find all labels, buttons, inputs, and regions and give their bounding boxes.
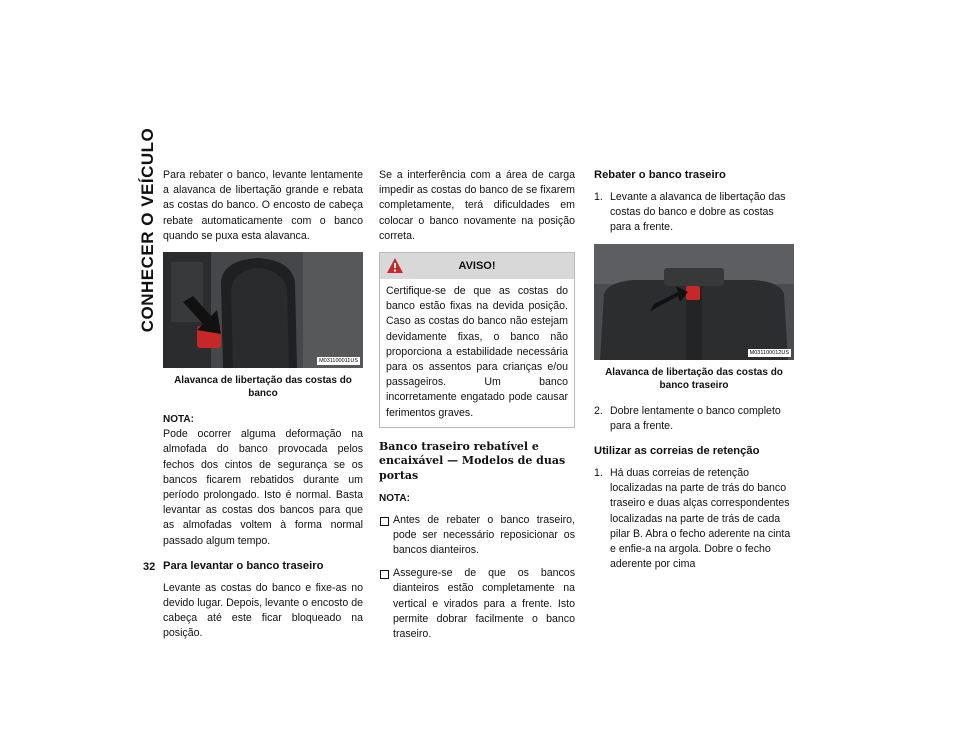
section-body: Levante as costas do banco e fixe-as no devido lugar. Depois, levante o encosto de cabeça até este ficar bloqueado na posição. (163, 581, 363, 640)
page-number: 32 (143, 561, 156, 573)
rear-seat-release-figure (594, 244, 794, 360)
section-heading: Utilizar as correias de retenção (594, 445, 760, 458)
warning-text: Certifique-se de que as costas do banco estão fixas na devida posição. Caso as costas do banco não estejam devidamente fixas, o banco não proporciona a estabilidade necessária para os assentos para crianças e/ou passageiros. Um banco incorretamente engatado pode causar ferimentos graves. (386, 285, 568, 419)
seatback-release-figure (163, 252, 363, 368)
step-item (594, 466, 794, 572)
step-number: 1. (594, 191, 603, 203)
section-heading: Para levantar o banco traseiro (163, 559, 324, 572)
seatback-photo (163, 252, 363, 368)
warning-header (380, 253, 574, 279)
step-text: Dobre lentamente o banco completo para a frente. (610, 404, 781, 432)
rear-seat-photo (594, 244, 794, 360)
section-heading: Rebater o banco traseiro (594, 169, 726, 181)
chapter-side-tab (137, 127, 159, 333)
intro-paragraph: Para rebater o banco, levante lentamente a alavanca de libertação grande e rebata as costas do banco. O encosto de cabeça rebate automaticamente com o banco quando se puxa esta alavanca. (163, 169, 363, 242)
figure-caption: Alavanca de libertação das costas do banco (174, 375, 352, 400)
step-text: Há duas correias de retenção localizadas na parte de trás do banco traseiro e duas alças correspondentes localizadas na parte de trás de cada pilar B. Abra o fecho aderente na cinta e enfie-a na argola. Dobre o fecho aderente por cima (610, 467, 791, 571)
checkbox-bullet-icon (380, 517, 389, 526)
warning-triangle-icon (386, 257, 404, 274)
intro-paragraph: Se a interferência com a área de carga impedir as costas do banco de se fixarem completamente, terá dificuldades em colocar o banco novamente na posição correta. (379, 169, 575, 242)
step-number: 2. (594, 404, 603, 417)
column-3 (594, 168, 794, 580)
warning-box (379, 252, 575, 428)
note-label: NOTA: (163, 414, 194, 426)
list-item: Antes de rebater o banco traseiro, pode ser necessário reposicionar os bancos dianteiros. (379, 513, 575, 559)
column-2 (379, 168, 575, 650)
figure-caption: Alavanca de libertação das costas do banco traseiro (605, 366, 783, 391)
figure-code: M031100011US (319, 358, 358, 365)
step-text: Levante a alavanca de libertação das costas do banco e dobre as costas para a frente. (610, 191, 786, 234)
step-item (594, 404, 794, 434)
note-text: Pode ocorrer alguma deformação na almofada do banco provocada pelos fechos dos cintos de segurança se os bancos ficarem rebatidos durante um período prolongado. Isto é normal. Basta levantar as costas dos bancos para que as almofadas voltem à forma normal passado algum tempo. (163, 428, 363, 547)
chapter-title: CONHECER O VEÍCULO (138, 127, 157, 333)
note-label: NOTA: (379, 493, 410, 505)
section-heading: Banco traseiro rebatível e encaixável — Modelos de duas portas (379, 439, 566, 482)
list-item: Assegure-se de que os bancos dianteiros estão completamente na vertical e virados para a frente. Isto permite dobrar facilmente o banco traseiro. (379, 566, 575, 642)
warning-title: AVISO! (458, 260, 496, 273)
step-number: 1. (594, 467, 603, 480)
checkbox-bullet-icon (380, 570, 389, 579)
figure-code: M031100012US (749, 349, 789, 356)
step-item (594, 190, 794, 236)
column-1 (163, 168, 363, 650)
